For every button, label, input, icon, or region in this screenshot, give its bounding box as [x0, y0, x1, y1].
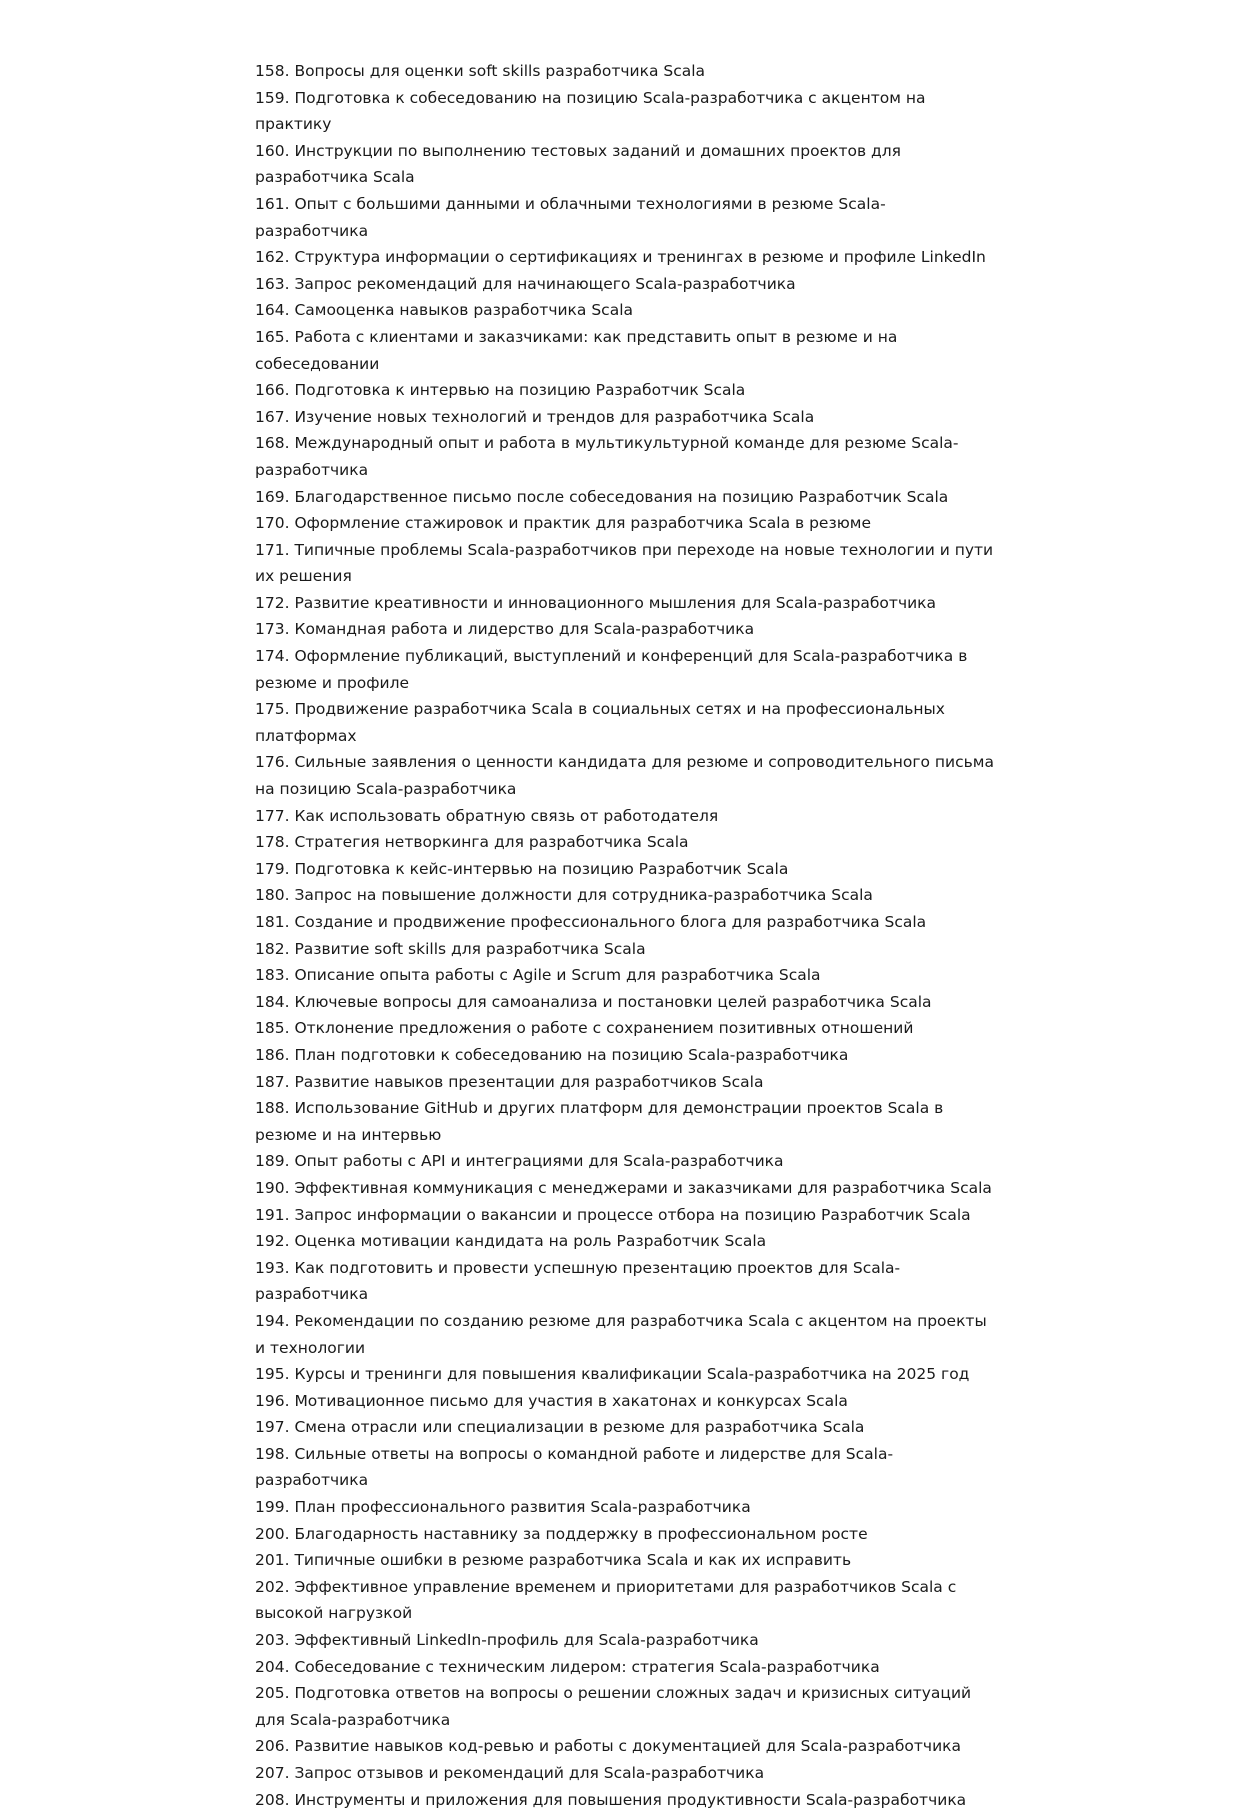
- list-item: 175. Продвижение разработчика Scala в социальных сетях и на профессиональных платформах: [255, 700, 945, 745]
- list-item: 185. Отклонение предложения о работе с сохранением позитивных отношений: [255, 1019, 914, 1038]
- list-item: 204. Собеседование с техническим лидером: стратегия Scala-разработчика: [255, 1657, 880, 1676]
- list-item: 196. Мотивационное письмо для участия в хакатонах и конкурсах Scala: [255, 1391, 848, 1410]
- list-item: 177. Как использовать обратную связь от работодателя: [255, 806, 719, 825]
- list-item: 183. Описание опыта работы с Agile и Scrum для разработчика Scala: [255, 966, 821, 985]
- list-item: 176. Сильные заявления о ценности кандидата для резюме и сопроводительного письма на позицию Scala-разработчика: [255, 753, 994, 799]
- list-item: 190. Эффективная коммуникация с менеджерами и заказчиками для разработчика Scala: [255, 1178, 992, 1197]
- list-item: 184. Ключевые вопросы для самоанализа и постановки целей разработчика Scala: [255, 992, 932, 1011]
- list-item: 162. Структура информации о сертификациях и тренингах в резюме и профиле LinkedIn: [255, 248, 986, 267]
- list-item: 163. Запрос рекомендаций для начинающего Scala-разработчика: [255, 274, 796, 293]
- list-item: 195. Курсы и тренинги для повышения квалификации Scala-разработчика на 2025 год: [255, 1365, 970, 1384]
- list-item: 173. Командная работа и лидерство для Scala-разработчика: [255, 620, 755, 639]
- list-item: 200. Благодарность наставнику за поддержку в профессиональном росте: [255, 1524, 868, 1543]
- list-item: 178. Стратегия нетворкинга для разработчика Scala: [255, 833, 689, 852]
- list-item: 202. Эффективное управление временем и приоритетами для разработчиков Scala с высокой нагрузкой: [255, 1577, 957, 1623]
- list-item: 161. Опыт с большими данными и облачными технологиями в резюме Scala-разработчика: [255, 194, 886, 240]
- list-item: 182. Развитие soft skills для разработчика Scala: [255, 939, 646, 958]
- list-item: 172. Развитие креативности и инновационного мышления для Scala-разработчика: [255, 593, 937, 612]
- document-page: [255, 58, 995, 1813]
- list-item: 193. Как подготовить и провести успешную презентацию проектов для Scala-разработчика: [255, 1258, 901, 1304]
- list-item: 197. Смена отрасли или специализации в резюме для разработчика Scala: [255, 1418, 865, 1437]
- list-item: 198. Сильные ответы на вопросы о командной работе и лидерстве для Scala-разработчика: [255, 1444, 894, 1490]
- list-item: 169. Благодарственное письмо после собеседования на позицию Разработчик Scala: [255, 487, 949, 506]
- list-item: 191. Запрос информации о вакансии и процессе отбора на позицию Разработчик Scala: [255, 1205, 971, 1224]
- list-item: 181. Создание и продвижение профессионального блога для разработчика Scala: [255, 913, 927, 931]
- list-item: 170. Оформление стажировок и практик для разработчика Scala в резюме: [255, 514, 871, 533]
- list-item: 205. Подготовка ответов на вопросы о решении сложных задач и кризисных ситуаций для Scala-разработчика: [255, 1684, 972, 1729]
- list-item: 171. Типичные проблемы Scala-разработчиков при переходе на новые технологии и пути их решения: [255, 540, 994, 586]
- topic-list: [255, 58, 995, 1813]
- list-item: 165. Работа с клиентами и заказчиками: как представить опыт в резюме и на собеседовании: [255, 327, 898, 373]
- list-item: 174. Оформление публикаций, выступлений и конференций для Scala-разработчика в резюме и профиле: [255, 647, 968, 692]
- list-item: 192. Оценка мотивации кандидата на роль Разработчик Scala: [255, 1232, 767, 1251]
- list-item: 201. Типичные ошибки в резюме разработчика Scala и как их исправить: [255, 1551, 852, 1570]
- list-item: 189. Опыт работы с API и интеграциями для Scala-разработчика: [255, 1152, 784, 1171]
- list-item: 164. Самооценка навыков разработчика Scala: [255, 301, 634, 320]
- list-item: 208. Инструменты и приложения для повышения продуктивности Scala-разработчика: [255, 1790, 967, 1809]
- list-item: 158. Вопросы для оценки soft skills разработчика Scala: [255, 62, 706, 80]
- list-item: 166. Подготовка к интервью на позицию Разработчик Scala: [255, 381, 746, 400]
- list-item: 187. Развитие навыков презентации для разработчиков Scala: [255, 1072, 764, 1091]
- list-item: 160. Инструкции по выполнению тестовых заданий и домашних проектов для разработчика Scala: [255, 141, 902, 187]
- list-item: 186. План подготовки к собеседованию на позицию Scala-разработчика: [255, 1045, 849, 1064]
- list-item: 168. Международный опыт и работа в мультикультурной команде для резюме Scala-разработчика: [255, 434, 959, 479]
- list-item: 206. Развитие навыков код-ревью и работы с документацией для Scala-разработчика: [255, 1737, 962, 1756]
- list-item: 159. Подготовка к собеседованию на позицию Scala-разработчика с акцентом на практику: [255, 88, 926, 134]
- list-item: 188. Использование GitHub и других платформ для демонстрации проектов Scala в резюме и на интервью: [255, 1099, 944, 1144]
- list-item: 180. Запрос на повышение должности для сотрудника-разработчика Scala: [255, 886, 873, 905]
- list-item: 199. План профессионального развития Scala-разработчика: [255, 1498, 751, 1517]
- list-item: 167. Изучение новых технологий и трендов для разработчика Scala: [255, 407, 815, 426]
- list-item: 194. Рекомендации по созданию резюме для разработчика Scala с акцентом на проекты и технологии: [255, 1311, 987, 1357]
- list-item: 179. Подготовка к кейс-интервью на позицию Разработчик Scala: [255, 859, 789, 878]
- list-item: 203. Эффективный LinkedIn-профиль для Scala-разработчика: [255, 1631, 759, 1650]
- list-item: 207. Запрос отзывов и рекомендаций для Scala-разработчика: [255, 1764, 765, 1782]
